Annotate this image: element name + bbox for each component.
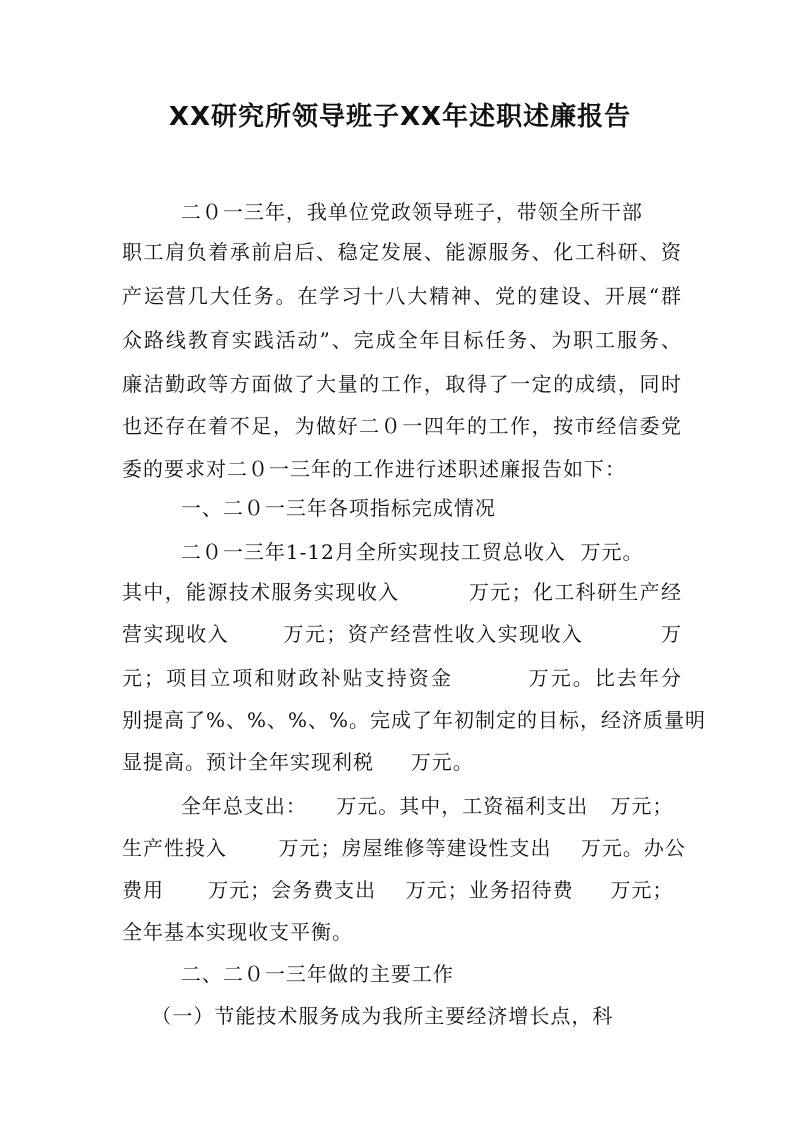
paragraph-line: 廉洁勤政等方面做了大量的工作，取得了一定的成绩，同时 (122, 372, 682, 396)
paragraph-line: 产运营几大任务。在学习十八大精神、党的建设、开展“群 (122, 284, 682, 308)
paragraph-line: 营实现收入 万元；资产经营性收入实现收入 万 (122, 622, 682, 646)
section-heading: 一、二０一三年各项指标完成情况 (122, 496, 496, 520)
paragraph-line: 职工肩负着承前启后、稳定发展、能源服务、化工科研、资 (122, 240, 682, 264)
paragraph-line: 二０一三年，我单位党政领导班子，带领全所干部 (122, 200, 643, 224)
paragraph-line: 全年总支出： 万元。其中，工资福利支出 万元； (122, 794, 674, 818)
paragraph-line: 全年基本实现收支平衡。 (122, 920, 353, 944)
paragraph-line: 也还存在着不足，为做好二０一四年的工作，按市经信委党 (122, 414, 682, 438)
subsection-heading: （一）节能技术服务成为我所主要经济增长点，科 (122, 1004, 614, 1028)
paragraph-line: 委的要求对二０一三年的工作进行述职述廉报告如下： (122, 457, 626, 481)
paragraph-line: 其中，能源技术服务实现收入 万元；化工科研生产经 (122, 580, 682, 604)
paragraph-line: 显提高。预计全年实现利税 万元。 (122, 750, 474, 774)
paragraph-line: 众路线教育实践活动”、完成全年目标任务、为职工服务、 (122, 328, 682, 352)
paragraph-line: 费用 万元；会务费支出 万元；业务招待费 万元； (122, 878, 674, 902)
paragraph-line: 元；项目立项和财政补贴支持资金 万元。比去年分 (122, 666, 682, 690)
paragraph-line: 别提高了%、%、%、%。完成了年初制定的目标，经济质量明 (122, 708, 707, 732)
section-heading: 二、二０一三年做的主要工作 (122, 962, 454, 986)
document-title: XX研究所领导班子XX年述职述廉报告 (168, 102, 632, 132)
paragraph-line: 生产性投入 万元；房屋维修等建设性支出 万元。办公 (122, 836, 686, 860)
paragraph-line: 二０一三年1-12月全所实现技工贸总收入 万元。 (122, 540, 644, 564)
